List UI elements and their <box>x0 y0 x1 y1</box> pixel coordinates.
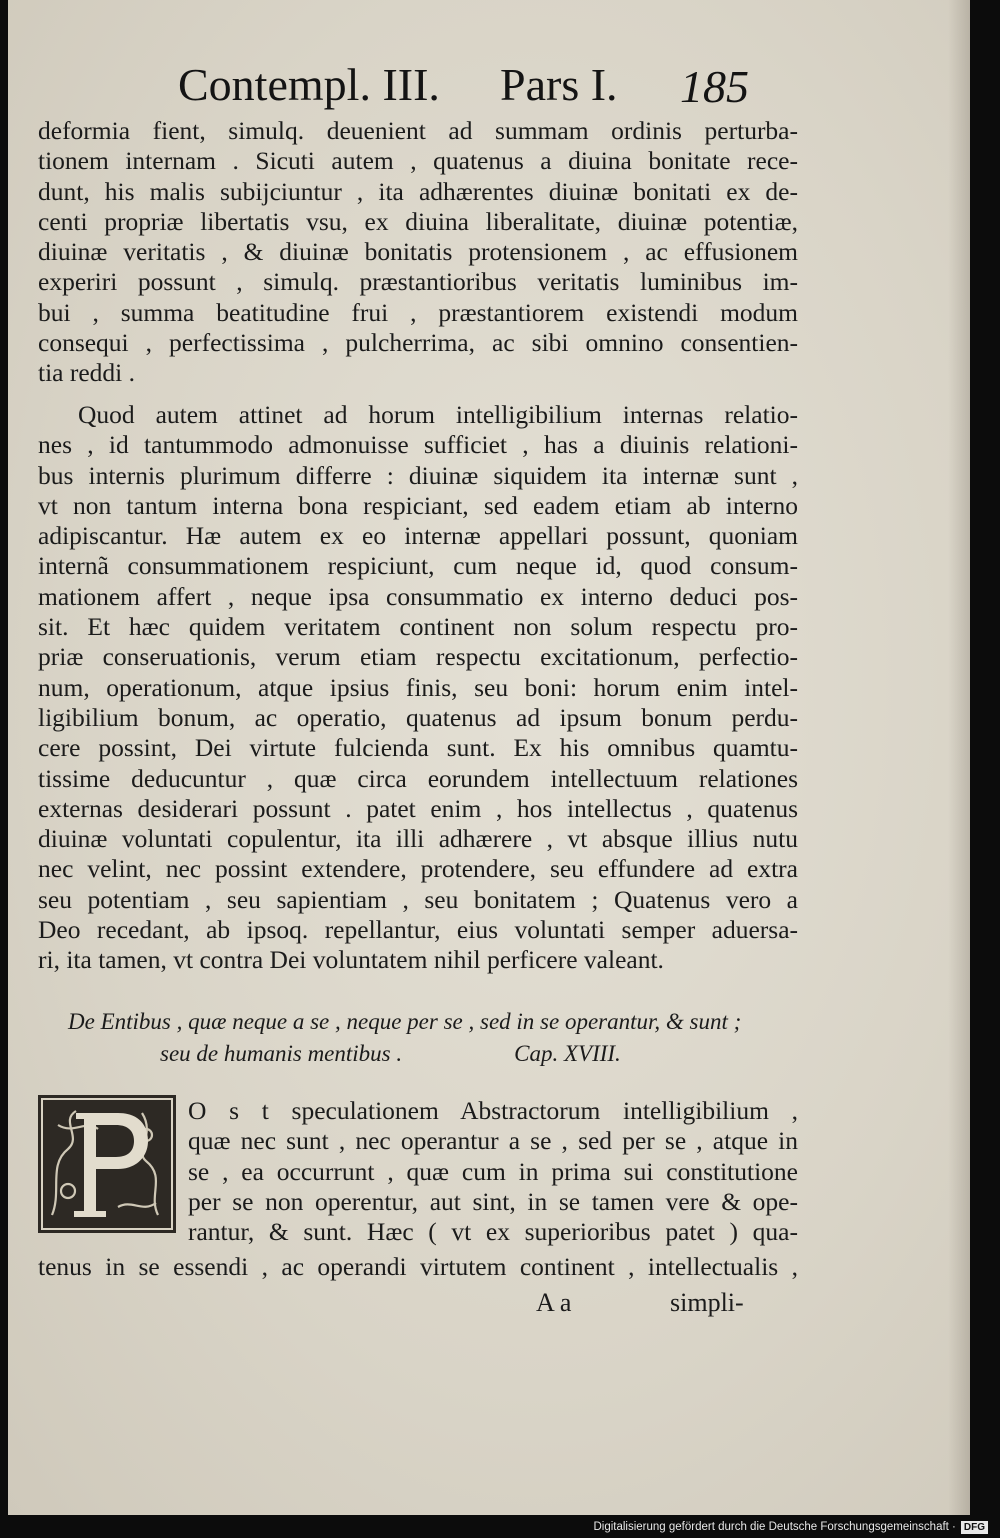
text-line: mationem affert , neque ipsa consummatio ex interno deduci pos- <box>38 581 798 611</box>
book-page <box>8 0 970 1515</box>
text-line: sit. Et hæc quidem veritatem continent non solum respectu pro- <box>38 612 798 642</box>
text-line: ri, ita tamen, vt contra Dei voluntatem nihil perficere valeant. <box>38 945 664 975</box>
paragraph-2 <box>38 400 798 976</box>
decorated-initial-icon <box>38 1095 176 1233</box>
text-line: externas desiderari possunt . patet enim , hos intellectus , quatenus <box>38 793 798 823</box>
text-line: priæ conseruationis, verum etiam respectu excitationum, perfectio- <box>38 642 798 672</box>
text-line: nes , id tantummodo admonuisse sufficiet , has a diuinis relationi- <box>38 430 798 460</box>
running-header <box>168 58 808 112</box>
text-line: experiri possunt , simulq. præstantioribus veritatis luminibus im- <box>38 267 798 297</box>
text-line: adipiscantur. Hæ autem ex eo internæ appellari possunt, quoniam <box>38 521 798 551</box>
text-line: tissime deducuntur , quæ circa eorundem intellectuum relationes <box>38 763 798 793</box>
text-line: cere possint, Dei virtute fulcienda sunt. Ex his omnibus quamtu- <box>38 733 798 763</box>
chapter-subtitle: seu de humanis mentibus . <box>160 1041 403 1066</box>
text-line: consequi , perfectissima , pulcherrima, ac sibi omnino consentien- <box>38 328 798 358</box>
text-line: rantur, & sunt. Hæc ( vt ex superioribus patet ) qua- <box>188 1217 798 1247</box>
digitization-credit <box>593 1518 988 1536</box>
text-line: bus internis plurimum differre : diuinæ siquidem ita internæ sunt , <box>38 460 798 490</box>
text-line: diuinæ voluntati copulentur, ita illi adhærere , vt absque illius nutu <box>38 824 798 854</box>
text-line: centi propriæ libertatis vsu, ex diuina liberalitate, diuinæ potentiæ, <box>38 206 798 236</box>
page-number: 185 <box>680 61 749 112</box>
text-line: tionem internam . Sicuti autem , quatenus a diuina bonitate rece- <box>38 146 798 176</box>
paragraph-3-continuation <box>38 1252 798 1282</box>
text-line: tia reddi . <box>38 358 136 388</box>
header-title: Contempl. III. <box>178 59 440 110</box>
chapter-heading-line-2 <box>68 1038 798 1070</box>
text-line: deformia fient, simulq. deuenient ad summam ordinis perturba- <box>38 116 798 145</box>
dfg-logo-icon: DFG <box>961 1521 988 1534</box>
catchword: simpli- <box>670 1288 744 1317</box>
paragraph-1 <box>38 116 798 389</box>
text-line: per se non operentur, aut sint, in se tamen vere & ope- <box>188 1186 798 1216</box>
text-line: Quod autem attinet ad horum intelligibilium internas relatio- <box>78 400 798 429</box>
chapter-heading <box>68 1006 798 1070</box>
text-line: num, operationum, atque ipsius finis, seu boni: horum enim intel- <box>38 672 798 702</box>
text-line: diuinæ veritatis , & diuinæ bonitatis protensionem , ac effusionem <box>38 237 798 267</box>
text-line: ligibilium bonum, ac operatio, quatenus ad ipsum bonum perdu- <box>38 702 798 732</box>
text-line: Deo recedant, ab ipsoq. repellantur, eius voluntati semper aduersa- <box>38 915 798 945</box>
text-line: nec velint, nec possint extendere, protendere, seu effundere ad extra <box>38 854 798 884</box>
paragraph-3-indented <box>188 1096 798 1247</box>
chapter-number: Cap. XVIII. <box>514 1041 621 1066</box>
text-line: O s t speculationem Abstractorum intelligibilium , <box>188 1096 798 1125</box>
text-line: tenus in se essendi , ac operandi virtutem continent , intellectualis , <box>38 1252 798 1281</box>
credit-text: Digitalisierung gefördert durch die Deutsche Forschungsgemeinschaft · <box>593 1521 956 1533</box>
text-line: bui , summa beatitudine frui , præstantiorem existendi modum <box>38 297 798 327</box>
text-line: se , ea occurrunt , quæ cum in prima sui constitutione <box>188 1156 798 1186</box>
text-line: internã consummationem respiciunt, cum neque id, quod consum- <box>38 551 798 581</box>
text-line: seu potentiam , seu sapientiam , seu bonitatem ; Quatenus vero a <box>38 884 798 914</box>
text-line: vt non tantum interna bona respiciant, sed eadem etiam ab interno <box>38 490 798 520</box>
text-line: dunt, his malis subijciuntur , ita adhærentes diuinæ bonitati ex de- <box>38 176 798 206</box>
page-edge-shadow <box>948 0 970 1515</box>
text-line: quæ nec sunt , nec operantur a se , sed per se , atque in <box>188 1126 798 1156</box>
signature-mark: A a <box>536 1288 572 1317</box>
header-part: Pars I. <box>500 59 618 110</box>
chapter-heading-line-1: De Entibus , quæ neque a se , neque per se , sed in se operantur, & sunt ; <box>68 1009 742 1034</box>
